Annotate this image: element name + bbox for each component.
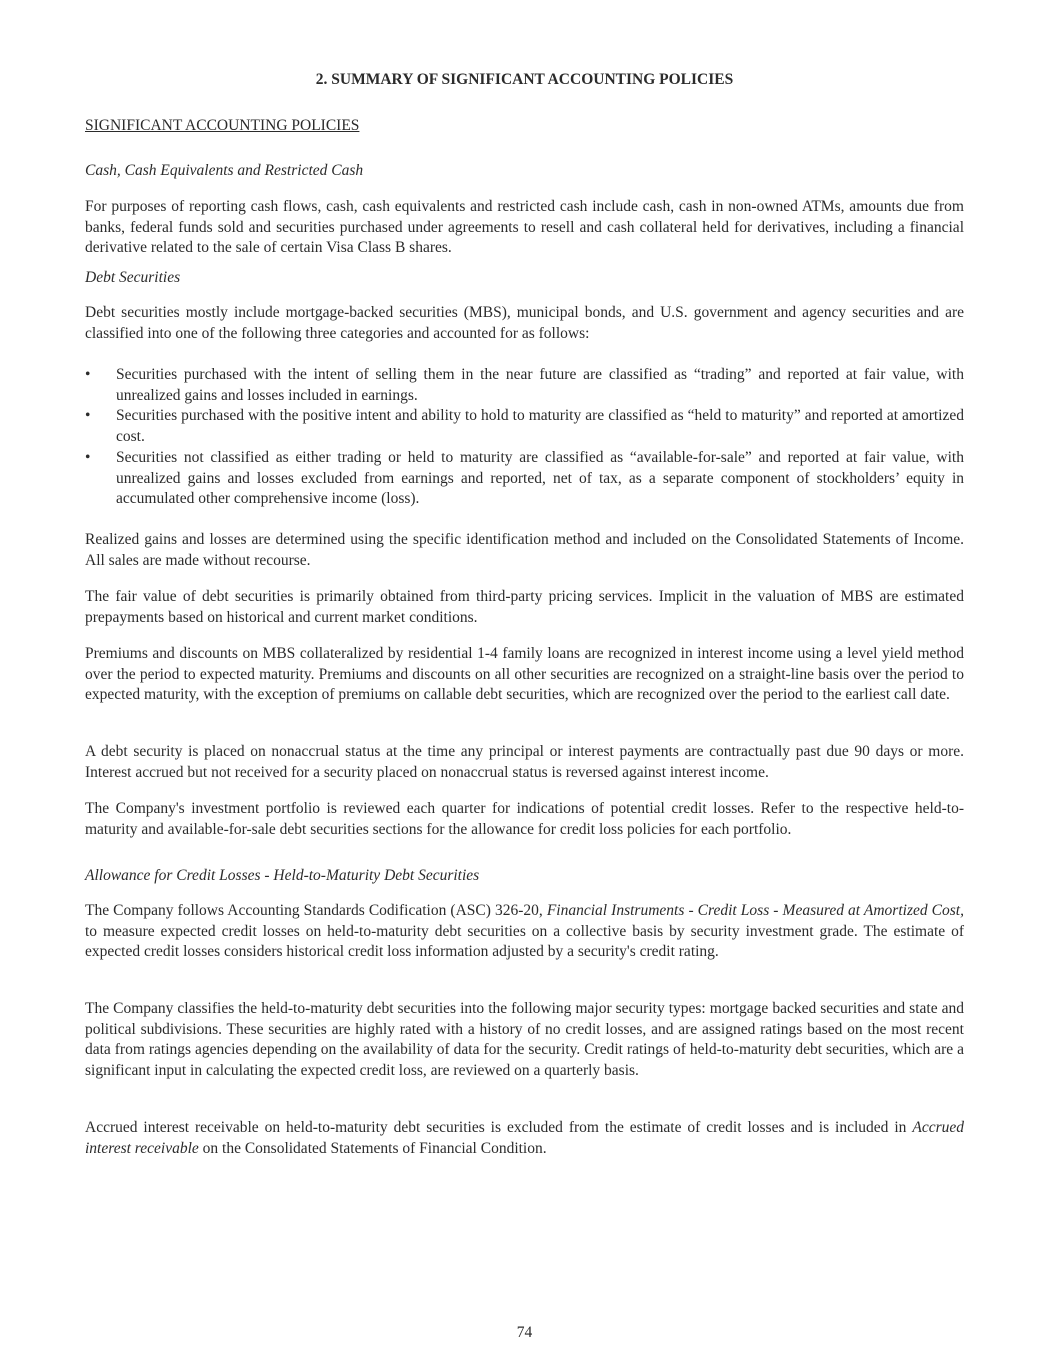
section-heading: SIGNIFICANT ACCOUNTING POLICIES	[85, 117, 360, 134]
page-number: 74	[516, 1324, 533, 1341]
debt-categories-list	[85, 365, 964, 510]
list-item-text: Securities not classified as either trading or held to maturity are classified as “available-for-sale” and reported at fair value, with unrealized gains and losses excluded from earnings and reported, net of tax, as a separate component of stockholders’ equity in accumulated other comprehensive income (loss).	[116, 448, 964, 508]
list-item	[85, 448, 964, 510]
list-item	[85, 406, 964, 447]
debt-securities-heading: Debt Securities	[85, 269, 181, 286]
asc-paragraph	[85, 901, 964, 963]
asc-standard-title: Financial Instruments - Credit Loss - Measured at Amortized Cost,	[546, 902, 964, 919]
portfolio-review-paragraph: The Company's investment portfolio is reviewed each quarter for indications of potential credit losses. Refer to the respective held-to-maturity and available-for-sale debt securities sections for the allowance for credit loss policies for each portfolio.	[85, 800, 964, 838]
accrued-text-after: on the Consolidated Statements of Financial Condition.	[202, 1139, 547, 1157]
list-item-text: Securities purchased with the intent of selling them in the near future are classified as “trading” and reported at fair value, with unrealized gains and losses included in earnings.	[116, 366, 964, 404]
accrued-interest-paragraph	[85, 1118, 964, 1159]
debt-securities-intro: Debt securities mostly include mortgage-backed securities (MBS), municipal bonds, and U.S. government and agency securities and are classified into one of the following three categories and accounted for as follows:	[85, 304, 964, 342]
document-page	[85, 0, 964, 1365]
bullet-icon: •	[85, 366, 91, 383]
list-item	[85, 365, 964, 406]
nonaccrual-paragraph: A debt security is placed on nonaccrual status at the time any principal or interest payments are contractually past due 90 days or more. Interest accrued but not received for a security placed on nonaccrual status is reversed against interest income.	[85, 743, 964, 781]
bullet-icon: •	[85, 407, 91, 425]
accrued-text-before: Accrued interest receivable on held-to-maturity debt securities is excluded from the estimate of credit losses and is included in	[85, 1119, 907, 1136]
allowance-heading: Allowance for Credit Losses - Held-to-Maturity Debt Securities	[85, 867, 480, 884]
security-types-paragraph: The Company classifies the held-to-maturity debt securities into the following major security types: mortgage backed securities and state and political subdivisions. These securities are highly rated with a history of no credit losses, and are assigned ratings based on the most recent data from ratings agencies depending on the availability of data for the security. Credit ratings of held-to-maturity debt securities, which are a significant input in calculating the expected credit loss, are reviewed on a quarterly basis.	[85, 1000, 964, 1080]
premiums-discounts-paragraph: Premiums and discounts on MBS collateralized by residential 1-4 family loans are recognized in interest income using a level yield method over the period to expected maturity. Premiums and discounts on all other securities are recognized on a straight-line basis over the period to expected maturity, with the exception of premiums on callable debt securities, which are recognized over the period to the earliest call date.	[85, 645, 964, 704]
bullet-icon: •	[85, 448, 91, 466]
cash-heading: Cash, Cash Equivalents and Restricted Cash	[85, 162, 364, 179]
list-item-text: Securities purchased with the positive intent and ability to hold to maturity are classified as “held to maturity” and reported at amortized cost.	[116, 407, 964, 446]
page-title: 2. SUMMARY OF SIGNIFICANT ACCOUNTING POLICIES	[315, 71, 734, 88]
asc-text-before: The Company follows Accounting Standards Codification (ASC) 326-20,	[85, 902, 543, 919]
asc-text-after: to measure expected credit losses on held-to-maturity debt securities on a collective basis by security investment grade. The estimate of expected credit losses considers historical credit loss information adjusted by a security's credit rating.	[85, 922, 964, 961]
cash-paragraph: For purposes of reporting cash flows, cash, cash equivalents and restricted cash include cash, cash in non-owned ATMs, amounts due from banks, federal funds sold and securities purchased under agreements to resell and cash collateral held for derivatives, including a financial derivative related to the sale of certain Visa Class B shares.	[85, 198, 964, 257]
realized-gains-paragraph: Realized gains and losses are determined using the specific identification method and included on the Consolidated Statements of Income. All sales are made without recourse.	[85, 531, 964, 569]
accrued-interest-term: Accrued interest receivable	[85, 1119, 965, 1157]
fair-value-paragraph: The fair value of debt securities is primarily obtained from third-party pricing services. Implicit in the valuation of MBS are estimated prepayments based on historical and current market conditions.	[85, 588, 964, 626]
